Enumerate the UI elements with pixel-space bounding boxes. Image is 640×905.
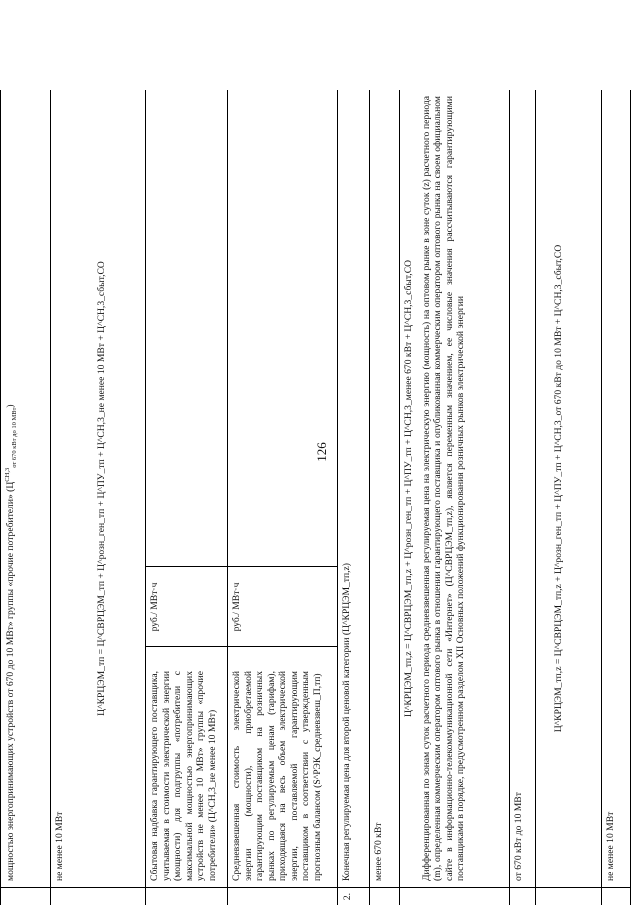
section-number: 2. (338, 887, 369, 905)
unit-label: руб./ МВт·ч (149, 582, 160, 632)
table-row (50, 90, 145, 905)
component-description: Средневзвешенная стоимость электрической энергии (мощности), приобретаемой гарантирующим поставщиком на розничных рынках по регулируемым ценам (тарифам), приходящаяся на весь объем электрической энергии, поставляемой гарантирующим поставщиком в соответствии с утвержденным прогнозным балансом (S^РЭК_средневзвеш_П,тп) (231, 671, 323, 881)
table-row (399, 90, 509, 905)
unit-label: руб./ МВт·ч (231, 582, 242, 632)
price-formula: Ц^КРЦЭМ_тп,z = Ц^СВРЦЭМ_тп,z + Ц^розн_ген_тп + Ц^ПУ_тп + Ц^СН,3_менее 670 кВт + Ц^СН,3_сбыт,СО (403, 259, 414, 718)
table-row (145, 90, 227, 905)
section-title: Конечная регулируемая цена для второй ценовой категории (Ц^КРЦЭМ_тп,z) (341, 563, 352, 881)
table-row (509, 90, 535, 905)
table-row (601, 90, 631, 905)
tariff-table (0, 90, 616, 905)
price-formula: Ц^КРЦЭМ_тп = Ц^СВРЦЭМ_тп + Ц^розн_ген_тп + Ц^ПУ_тп + Ц^СН,3_не менее 10 МВт + Ц^СН,3_сбыт,СО (95, 261, 107, 716)
category-label: не менее 10 МВт (605, 811, 616, 881)
price-formula: Ц^КРЦЭМ_тп,z = Ц^СВРЦЭМ_тп,z + Ц^розн_ген_тп + Ц^ПУ_тп + Ц^СН,3_от 670 кВт до 10 МВт + Ц^СН,3_сбыт,СО (553, 244, 564, 733)
category-label: от 670 кВт до 10 МВт (513, 792, 524, 881)
table-row (535, 90, 601, 905)
component-description: Сбытовая надбавка гарантирующего поставщика, учитываемая в стоимости электрической энергии (мощности) для подгруппы «потребители с максимальной мощностью энергопринимающих устройств не менее 10 МВт» группы «прочие потребители» (Ц^СН,3_не менее 10 МВт) (149, 671, 218, 881)
component-description: Дифференцированная по зонам суток расчетного периода средневзвешенная регулируемая цена на электрическую энергию (мощность) на оптовом рынке в зоне суток (z) расчетного периода (m), определенная коммерческим оператором оптового рынка в отношении гарантирующего поставщика и опубликованная коммерческим оператором оптового рынка на своем официальном сайте в информационно-телекоммуникационной сети «Интернет» (Ц^СВРЦЭМ_тп,z), является переменным значением, ее числовые значения рассчитываются гарантирующими поставщиками в порядке, предусмотренном разделом XII Основных положений функционирования розничных рынков электрической энергии (420, 96, 466, 881)
table-row (337, 90, 369, 905)
table-row (227, 90, 337, 905)
table-row (369, 90, 399, 905)
category-label: менее 670 кВт (373, 822, 384, 881)
page-number: 126 (314, 442, 329, 462)
category-label: не менее 10 МВт (54, 811, 65, 881)
table-row: мощностью энергопринимающих устройств от 670 до 10 МВт» группы «прочие потребители» $(Ц^{СН,3}_{от 670 кВт до 10 МВт})$ (0, 90, 50, 905)
